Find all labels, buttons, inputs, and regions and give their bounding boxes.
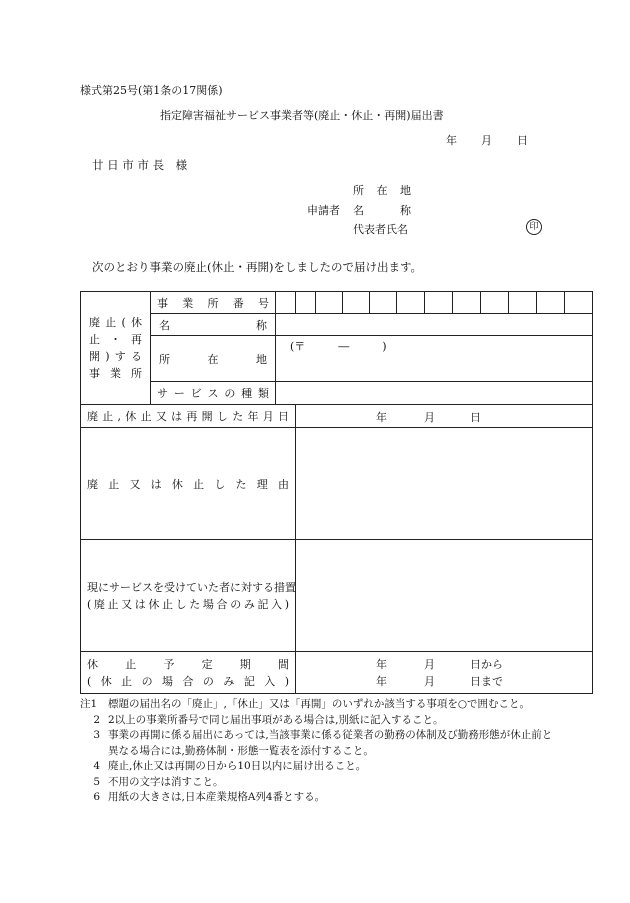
reason-label: 廃止又は休止した理由 (87, 477, 289, 491)
office-number-digit[interactable] (565, 292, 593, 314)
date-month-label: 月 (481, 134, 492, 147)
date-row-label: 廃止,休止又は再開した年月日 (87, 410, 289, 423)
office-name-field[interactable] (276, 314, 593, 336)
service-type-label: サービスの種類 (157, 387, 269, 400)
office-address-field[interactable] (276, 336, 593, 382)
period-from-year: 年 (376, 658, 387, 671)
date-day-label: 日 (517, 134, 528, 147)
applicant-rep-label: 代表者氏名 (353, 223, 408, 236)
office-number-digit[interactable] (425, 292, 453, 314)
period-label-line-2: (休止の場合のみ記入) (87, 674, 289, 688)
date-row-label-cell (81, 405, 296, 428)
note-item (80, 697, 560, 713)
notes-section (80, 697, 560, 806)
date-row-day: 日 (470, 411, 481, 424)
office-address-label-cell (151, 336, 276, 382)
measures-label-line-2: (廃止又は休止した場合のみ記入) (87, 597, 289, 611)
office-group-line-3: 開)する (89, 350, 142, 363)
office-number-digit[interactable] (453, 292, 481, 314)
note-text: 不用の文字は消すこと。 (108, 775, 224, 788)
note-number: 5 (93, 775, 100, 788)
note-text: 事業の再開に係る届出にあっては,当該事業に係る従業者の勤務の体制及び勤務形態が休止前と異なる場合には,勤務体制・形態一覧表を添付すること。 (108, 729, 553, 757)
period-to-day: 日まで (470, 675, 503, 688)
notification-table (80, 291, 593, 694)
reason-label-cell (81, 428, 296, 540)
period-label-line-1: 休止予定期間 (87, 657, 289, 671)
office-number-digit[interactable] (316, 292, 343, 314)
office-name-label: 名称 (159, 318, 267, 332)
date-row-month: 月 (424, 411, 435, 424)
office-group-cell (81, 292, 151, 405)
recipient: 廿 日 市 市 長 様 (92, 158, 188, 172)
office-number-digit[interactable] (296, 292, 316, 314)
note-text: 廃止,休止又は再開の日から10日以内に届け出ること。 (108, 760, 367, 772)
note-number: 注1 (80, 698, 98, 710)
service-type-field[interactable] (276, 382, 593, 405)
postal-code-template: (〒 ― ) (290, 340, 387, 353)
office-group-line-2: 止 ・ 再 (89, 333, 142, 346)
form-number: 様式第25号(第1条の17関係) (80, 84, 223, 97)
office-group-line-1: 廃止(休 (89, 316, 142, 329)
office-name-label-cell (151, 314, 276, 336)
note-item (80, 775, 560, 791)
note-number: 2 (93, 713, 100, 726)
office-number-digit[interactable] (397, 292, 425, 314)
measures-label-cell (81, 540, 296, 652)
measures-label-line-1: 現にサービスを受けていた者に対する措置 (87, 580, 296, 594)
note-item (80, 790, 560, 806)
office-number-digit[interactable] (509, 292, 537, 314)
period-from-day: 日から (470, 658, 503, 671)
period-to-year: 年 (376, 675, 387, 688)
office-number-digit[interactable] (537, 292, 565, 314)
intro-text: 次のとおり事業の廃止(休止・再開)をしましたので届け出ます。 (92, 260, 423, 274)
office-group-line-4: 事 業 所 (89, 367, 142, 380)
applicant-name-label: 名称 (353, 204, 411, 217)
reason-field[interactable] (296, 428, 593, 540)
note-text: 2以上の事業所番号で同じ届出事項がある場合は,別紙に記入すること。 (108, 713, 444, 726)
office-number-label: 事業所番号 (157, 296, 269, 310)
note-text: 用紙の大きさは,日本産業規格A列4番とする。 (108, 791, 326, 803)
applicant-address-label: 所在地 (353, 184, 411, 197)
note-number: 6 (93, 791, 100, 803)
date-row-field[interactable] (296, 405, 593, 428)
office-number-digit[interactable] (343, 292, 370, 314)
note-number: 4 (93, 760, 100, 772)
service-type-label-cell (151, 382, 276, 405)
seal-mark: 印 (526, 219, 542, 235)
office-number-label-cell (151, 292, 276, 314)
office-number-digit[interactable] (370, 292, 397, 314)
measures-field[interactable] (296, 540, 593, 652)
date-row-year: 年 (376, 411, 387, 424)
applicant-role-label: 申請者 (307, 204, 340, 217)
note-item (80, 759, 560, 775)
office-number-digit[interactable] (276, 292, 296, 314)
note-number: 3 (93, 729, 100, 741)
document-title: 指定障害福祉サービス事業者等(廃止・休止・再開)届出書 (160, 109, 444, 122)
period-label-cell (81, 652, 296, 694)
note-item (80, 713, 560, 729)
period-from-month: 月 (424, 658, 435, 671)
period-field[interactable] (296, 652, 593, 694)
office-number-digit[interactable] (481, 292, 509, 314)
note-item (80, 728, 560, 759)
date-year-label: 年 (446, 134, 457, 147)
office-address-label: 所在地 (159, 352, 267, 366)
note-text: 標題の届出名の「廃止」,「休止」又は「再開」のいずれか該当する事項を○で囲むこと。 (108, 698, 530, 710)
period-to-month: 月 (424, 675, 435, 688)
